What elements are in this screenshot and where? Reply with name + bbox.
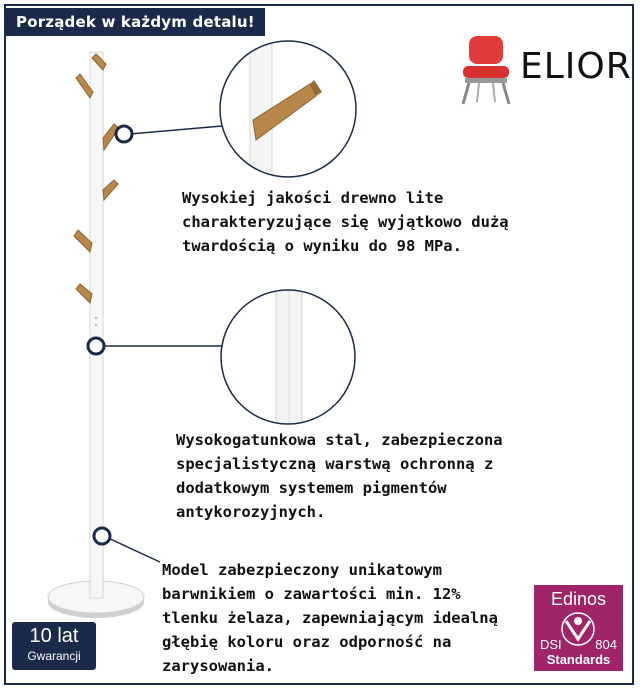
warranty-label: Gwarancji (27, 649, 81, 663)
certificate-badge (534, 585, 623, 671)
feature-line: tlenku żelaza, zapewniającym idealną (162, 609, 498, 627)
certificate-name: Edinos (550, 589, 607, 609)
page-title: Porządek w każdym detalu! (4, 8, 265, 36)
connector-line (108, 538, 160, 562)
feature-description-wood (182, 186, 509, 258)
certificate-number: 804 (595, 637, 617, 652)
warranty-badge (12, 622, 96, 670)
connector-line (130, 126, 222, 134)
feature-line: antykorozyjnych. (176, 503, 326, 521)
certificate-standards: Standards (546, 652, 611, 667)
feature-line: głębię koloru oraz odporność na (162, 633, 452, 651)
marker-dot (116, 126, 132, 142)
feature-line: twardością o wyniku do 98 MPa. (182, 237, 462, 255)
feature-line: zarysowania. (162, 657, 274, 675)
feature-line: Model zabezpieczony unikatowym (162, 561, 442, 579)
certificate-left: DSI (540, 637, 562, 652)
feature-description-coating (162, 558, 498, 678)
marker-dot (88, 338, 104, 354)
feature-description-steel (176, 428, 503, 524)
feature-line: barwnikiem o zawartości min. 12% (162, 585, 461, 603)
feature-line: specjalistyczną warstwą ochronną z (176, 455, 494, 473)
feature-line: Wysokogatunkowa stal, zabezpieczona (176, 431, 503, 449)
feature-line: charakteryzujące się wyjątkowo dużą (182, 213, 509, 231)
feature-line: dodatkowym systemem pigmentów (176, 479, 447, 497)
zoom-circle-steel (221, 285, 355, 425)
zoom-circle-wood (220, 40, 356, 180)
marker-dot (94, 528, 110, 544)
brand-name: ELIOR (520, 46, 632, 87)
peg-5 (74, 230, 92, 252)
feature-line: Wysokiej jakości drewno lite (182, 189, 444, 207)
peg-4 (103, 180, 118, 200)
warranty-years: 10 lat (29, 625, 79, 647)
